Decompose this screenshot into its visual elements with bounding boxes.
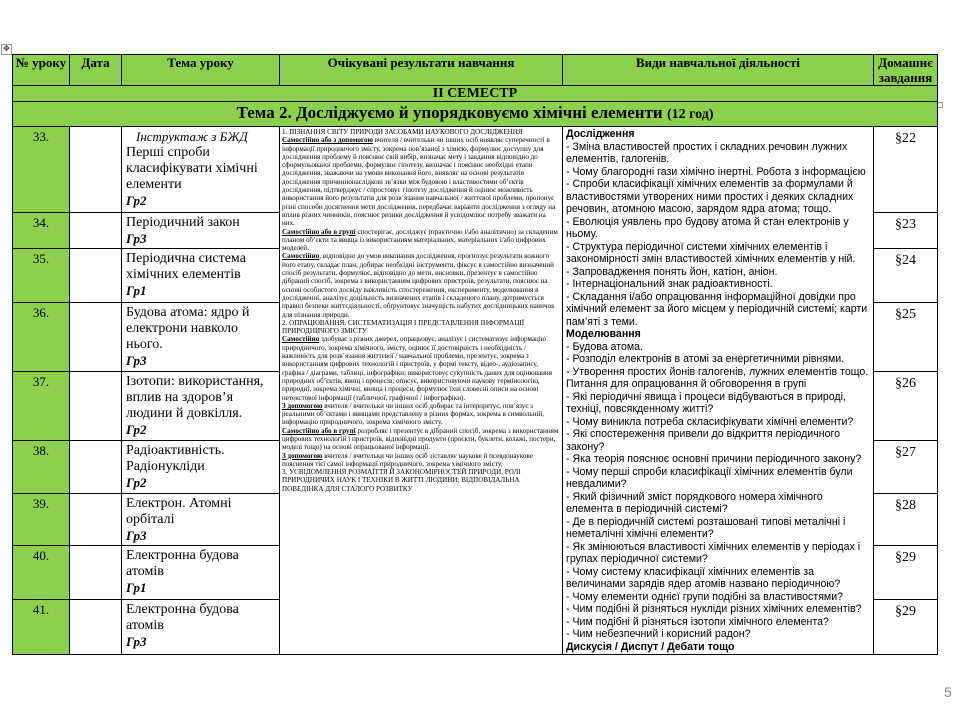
activities-item: - Структура періодичної системи хімічних елементів і закономірності змін властивостей хімічних елементів у ній. xyxy=(566,240,856,265)
lesson-theme-text: Ізотопи: використання, вплив на здоров’я людини й довкілля. xyxy=(126,373,264,421)
lesson-homework: §28 xyxy=(874,493,938,546)
lesson-row xyxy=(13,127,938,213)
activities-item: - Чому елементи однієї групи подібні за властивостями? xyxy=(566,590,844,603)
results-heading: 2. ОПРАЦЮВАННЯ, СИСТЕМАТИЗАЦІЯ І ПРЕДСТАВЛЕННЯ ІНФОРМАЦІЇ ПРИРОДНИЧОГО ЗМІСТУ xyxy=(282,318,525,336)
lesson-number: 38. xyxy=(13,441,70,494)
activities-item: - Чим подібні й різняться нукліди різних хімічних елементів? xyxy=(566,603,862,615)
lesson-number: 34. xyxy=(13,212,70,248)
activities-item: - Інтернаціональний знак радіоактивності. xyxy=(566,278,773,290)
results-paragraph xyxy=(282,335,560,401)
header-theme: Тема уроку xyxy=(122,55,280,86)
lesson-date xyxy=(70,546,122,600)
lesson-group: Гр2 xyxy=(126,475,147,491)
lesson-theme-text: Перші спроби класифікувати хімічні елементи xyxy=(126,145,258,192)
lesson-group: Гр1 xyxy=(126,282,147,298)
lesson-number: 40. xyxy=(13,546,70,600)
lesson-number: 37. xyxy=(13,371,70,440)
results-text: вчителя / вчительки чи інших осіб виявляє суперечності в інформації природничого змісту, зокрема пов’язаної з хімією, формулює доступну для дослідження проблему й пояснює свій вибір, визначає мету і завдання відповідно до сформульованої проблеми, формулює гіпотезу, визначає і пояснює необхідні етапи дослідження, зважаючи на умови виконання його, виявляє на основі результатів дослідження причиннонаслідкові зв’язки між будовою і властивостями об’єктів дослідження, підтверджує / спростовує гіпотезу дослідження й оцінює можливість використання його результатів для розв’язання навчальної / життєвої проблеми, пропонує різні способи досягнення мети дослідження, передбачає варіанти дослідження з огляду на вплив різних чинників, пояснює ризики дослідження й усвідомлює потребу зважати на них. xyxy=(282,136,556,228)
lesson-theme-text: Електронна будова атомів xyxy=(126,602,239,634)
activities-item: - Зміна властивостей простих і складних речовин лужних елементів, галогенів. xyxy=(566,140,848,165)
topic-title-text: Тема 2. Досліджуємо й упорядковуємо хімічні елементи xyxy=(236,103,663,122)
results-lead: З допомогою xyxy=(282,401,323,410)
header-row xyxy=(13,55,938,86)
activities-heading: Дискусія / Диспут / Дебати тощо xyxy=(566,640,735,653)
header-results: Очікувані результати навчання xyxy=(280,55,563,86)
results-lead: Самостійно або в групі xyxy=(282,426,356,435)
lesson-homework: §29 xyxy=(874,546,938,600)
lesson-theme xyxy=(122,371,280,440)
lesson-group: Гр2 xyxy=(126,193,147,208)
lesson-homework: §23 xyxy=(874,212,938,248)
lesson-group: Гр3 xyxy=(126,230,147,246)
lesson-date xyxy=(70,371,122,440)
results-paragraph xyxy=(282,252,560,318)
topic-title xyxy=(13,102,938,127)
lesson-number: 41. xyxy=(13,600,70,655)
activities-item: - Чому благородні гази хімічно інертні. Робота з інформацією xyxy=(566,165,866,178)
activities-item: - Які спостереження привели до відкриття періодичного закону? xyxy=(566,428,840,453)
lesson-date xyxy=(70,302,122,371)
activities-item: - Розподіл електронів в атомі за енергетичними рівнями. xyxy=(566,353,845,365)
safety-briefing-note: Інструктаж з БЖД xyxy=(136,129,248,144)
lesson-group: Гр1 xyxy=(126,580,147,596)
lesson-date xyxy=(70,212,122,248)
learning-activities xyxy=(563,127,874,655)
results-lead: З допомогою xyxy=(282,451,323,460)
results-heading: 1. ПІЗНАННЯ СВІТУ ПРИРОДИ ЗАСОБАМИ НАУКОВОГО ДОСЛІДЖЕННЯ xyxy=(282,128,523,136)
lesson-homework: §27 xyxy=(874,441,938,494)
header-num: № уроку xyxy=(13,55,70,86)
lesson-theme xyxy=(122,127,280,213)
lesson-number: 33. xyxy=(13,127,70,213)
topic-hours: (12 год) xyxy=(666,107,714,122)
lesson-homework: §26 xyxy=(874,371,938,440)
header-homework: Домашнє завдання xyxy=(874,55,938,86)
lesson-number: 39. xyxy=(13,493,70,546)
lesson-date xyxy=(70,127,122,213)
results-text: вчителя / вчительки чи інших осіб зіставляє наукове й псевдонаукове пояснення тієї самої інформації природничого, зокрема хімічного змісту. xyxy=(282,451,533,468)
lesson-theme xyxy=(122,546,280,600)
lesson-date xyxy=(70,493,122,546)
results-heading: 3. УСВІДОМЛЕННЯ РОЗМАЇТТЯ Й ЗАКОНОМІРНОСТЕЙ ПРИРОДИ, РОЛІ ПРИРОДНИЧИХ НАУК І ТЕХНІКИ В ЖИТТІ ЛЮДИНИ; ВІДПОВІДАЛЬНА ПОВЕДІНКА ДЛЯ СТАЛОГО РОЗВИТКУ xyxy=(282,468,521,493)
lesson-date xyxy=(70,248,122,302)
lesson-theme xyxy=(122,212,280,248)
results-paragraph xyxy=(282,228,560,253)
table-move-handle[interactable]: ✥ xyxy=(1,44,12,55)
activities-item: - Чому виникла потреба скласифікувати хімічні елементи? xyxy=(566,415,854,428)
lesson-number: 35. xyxy=(13,248,70,302)
results-lead: Самостійно xyxy=(282,335,320,344)
lesson-group: Гр3 xyxy=(126,527,147,543)
topic-row xyxy=(13,102,938,127)
lesson-homework: §29 xyxy=(874,600,938,655)
lesson-group: Гр3 xyxy=(126,352,147,368)
lesson-plan-table xyxy=(12,54,938,655)
activities-item: - Запровадження понять йон, катіон, аніон. xyxy=(566,265,778,278)
results-lead: Самостійно або з допомогою xyxy=(282,136,373,145)
activities-item: - Чим подібні й різняться ізотопи хімічного елемента? xyxy=(566,615,829,628)
activities-item: - Чому перші спроби класифікації хімічних елементів були невдалими? xyxy=(566,465,853,490)
header-activities: Види навчальної діяльності xyxy=(563,55,874,86)
semester-title: ІІ СЕМЕСТР xyxy=(13,86,938,102)
activities-heading: Дослідження xyxy=(566,128,635,140)
lesson-homework: §22 xyxy=(874,127,938,213)
lesson-homework: §25 xyxy=(874,302,938,371)
lesson-group: Гр2 xyxy=(126,421,147,437)
lesson-theme-text: Електронна будова атомів xyxy=(126,548,239,580)
activities-item: - Утворення простих йонів галогенів, лужних елементів тощо. Питання для опрацювання й обговорення в групі xyxy=(566,365,869,390)
lesson-date xyxy=(70,600,122,655)
header-date: Дата xyxy=(70,55,122,86)
activities-item: - Як змінюються властивості хімічних елементів у періодах і групах періодичної системи? xyxy=(566,540,861,565)
lesson-theme xyxy=(122,302,280,371)
lesson-date xyxy=(70,441,122,494)
page-number: 5 xyxy=(944,684,952,700)
lesson-theme-text: Періодична система хімічних елементів xyxy=(126,250,246,282)
activities-item: - Які періодичні явища і процеси відбуваються в природі, техніці, повсякденному житті? xyxy=(566,390,846,415)
expected-results xyxy=(280,127,563,655)
lesson-theme-text: Радіоактивність. Радіонукліди xyxy=(126,443,225,475)
activities-item: - Чим небезпечний і корисний радон? xyxy=(566,628,751,640)
results-paragraph xyxy=(282,427,560,452)
activities-item: - Чому систему класифікації хімічних елементів за величинами зарядів ядер атомів названо періодичною? xyxy=(566,565,841,590)
results-lead: Самостійно або в групі xyxy=(282,227,356,236)
semester-row xyxy=(13,86,938,102)
results-paragraph xyxy=(282,452,560,469)
activities-item: - Яка теорія пояснює основні причини періодичного закону? xyxy=(566,453,862,465)
lesson-theme xyxy=(122,493,280,546)
lesson-group: Гр3 xyxy=(126,634,147,650)
results-text: спостерігає, досліджує (практично і/або аналітично) за складеним планом об’єкти та явища із використанням матеріальних, матеріальних і/або цифрових моделей. xyxy=(282,227,558,253)
lesson-theme xyxy=(122,441,280,494)
results-paragraph xyxy=(282,136,560,227)
lesson-theme-text: Періодичний закон xyxy=(126,214,240,230)
lesson-theme-text: Будова атома: ядро й електрони навколо нього. xyxy=(126,304,250,352)
lesson-homework: §24 xyxy=(874,248,938,302)
activities-item: - Де в періодичній системі розташовані типові металічні і неметалічні хімічні елементи? xyxy=(566,515,846,540)
results-text: здобуває з різних джерел, опрацьовує, аналізує і систематизує інформацію природничого, зокрема хімічного, змісту, оцінює її достовірність і необхідність / важливість для розв’язання життєвої / навчальної проблеми, презентує, зокрема з використанням цифрових технологій і пристроїв, у формі тексту, відео-, аудіозапису, графіка / діаграми, таблиці, інфографіки; використовує сукупність даних для оцінювання природних об’єктів, явищ і процесів; описує, використовуючи наукову термінологію, природні, зокрема хімічні, явища і процеси, формулює їхні словесні описи на основі нетекстової інформації (табличної, графічної / інфографіки). xyxy=(282,335,552,402)
activities-item: - Спроби класифікації хімічних елементів за формулами й властивостями утворених ними простих і деяких складних речовин, атомною масою, зарядом ядра атома; тощо. xyxy=(566,178,854,215)
activities-item: - Еволюція уявлень про будову атома й стан електронів у ньому. xyxy=(566,215,849,240)
results-paragraph xyxy=(282,402,560,427)
lesson-theme-text: Електрон. Атомні орбіталі xyxy=(126,495,232,527)
lesson-number: 36. xyxy=(13,302,70,371)
lesson-theme xyxy=(122,248,280,302)
results-lead: Самостійно xyxy=(282,252,320,261)
results-text: вчителя / вчительки чи інших осіб добирає та інтерпретує, пов’язує з реальними об’єктами і явищами представлену в різних формах, зокрема в символьній, інформацію природничого, зокрема хімічного змісту. xyxy=(282,401,544,427)
activities-item: - Складання і/або опрацювання інформаційної довідки про хімічний елемент за його місцем у періодичній системі; карти пам’яті з теми. xyxy=(566,290,868,328)
activities-heading: Моделювання xyxy=(566,328,641,340)
results-text: , відповідно до умов виконання дослідження, прогнозує результати кожного його етапу, складає план, добирає необхідні інструменти, фіксує в самостійно визначений спосіб результати, формулює, відповідно до мети, висновки, презентує в самостійно дібраний спосіб, зокрема з використанням цифрових пристроїв, результати, пояснює на основі особистого досвіду важливість спостереження, експерименту, моделювання в дослідженні, аналізує доцільність визначених етапів і складеного плану, дотримується правил безпеки життєдіяльності, обґрунтовує значущість набутих дослідницьких навичок для пізнання природи. xyxy=(282,252,555,319)
lesson-theme xyxy=(122,600,280,655)
activities-item: - Який фізичний зміст порядкового номера хімічного елемента в періодичній системі? xyxy=(566,490,823,515)
activities-item: - Будова атома. xyxy=(566,340,643,353)
results-text: розробляє і презентує в дібраний спосіб, зокрема з використанням цифрових технологій і пристроїв, відповідні продукти (проєкти, буклети, колажі, постери, моделі тощо) на основі опрацьованої інформації. xyxy=(282,426,559,452)
